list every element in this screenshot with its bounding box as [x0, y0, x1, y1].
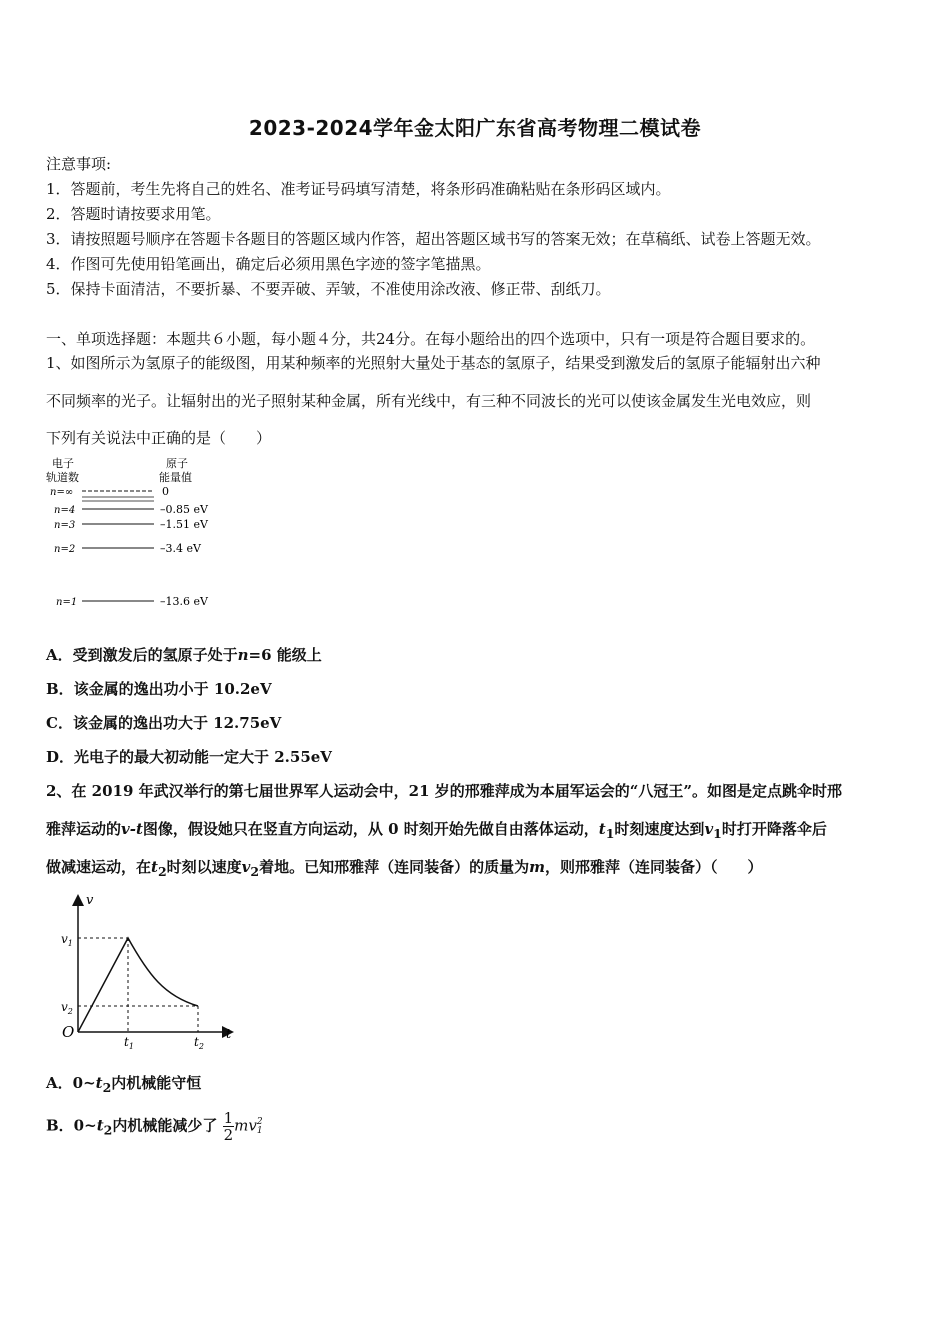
q1-option-c: C．该金属的逸出功大于 12.75eV — [46, 714, 282, 732]
q2-option-a: A．$0\sim t_2$内机械能守恒 — [46, 1074, 202, 1095]
notice-item-3: 3．请按照题号顺序在答题卡各题目的答题区域内作答，超出答题区域书写的答案无效；在草稿纸、试卷上答题无效。 — [46, 230, 821, 248]
q1-line-1: 1、如图所示为氢原子的能级图，用某种频率的光照射大量处于基态的氢原子，结果受到激发后的氢原子能辐射出六种 — [46, 354, 821, 372]
level-n-inf: n=∞ — [50, 487, 74, 498]
y-axis-label: v — [86, 893, 94, 908]
notice-heading: 注意事项: — [46, 155, 112, 173]
level-n-4: n=4 — [54, 505, 76, 516]
q1-option-d: D．光电子的最大初动能一定大于 2.55eV — [46, 748, 332, 766]
q2-line-2: 雅萍运动的v-t图像，假设她只在竖直方向运动，从 0 时刻开始先做自由落体运动，$t_1$时刻速度达到$v_1$时打开降落伞后 — [46, 820, 827, 841]
notice-item-4: 4．作图可先使用铅笔画出，确定后必须用黑色字迹的签字笔描黑。 — [46, 255, 491, 273]
level-e-3: –1.51 eV — [160, 518, 208, 531]
level-e-1: –13.6 eV — [160, 595, 208, 608]
q1-option-b: B．该金属的逸出功小于 10.2eV — [46, 680, 272, 698]
level-n-3: n=3 — [54, 520, 76, 531]
notice-item-5: 5．保持卡面清洁，不要折暴、不要弄破、弄皱，不准使用涂改液、修正带、刮纸刀。 — [46, 280, 611, 298]
level-e-inf: 0 — [162, 485, 169, 498]
energy-level-diagram — [44, 452, 234, 612]
page-title: 2023-2024学年金太阳广东省高考物理二模试卷 — [248, 116, 702, 140]
level-e-4: –0.85 eV — [160, 503, 208, 516]
notice-item-2: 2．答题时请按要求用笔。 — [46, 205, 221, 223]
q1-line-2: 不同频率的光子。让辐射出的光子照射某种金属，所有光线中，有三种不同波长的光可以使该金属发生光电效应，则 — [46, 392, 812, 410]
notice-item-1: 1．答题前，考生先将自己的姓名、准考证号码填写清楚，将条形码准确粘贴在条形码区域内。 — [46, 180, 671, 198]
q2-option-b: B．$0\sim t_2$内机械能减少了 $\frac{1}{2}$ mv 2 1 — [46, 1109, 263, 1144]
level-e-2: –3.4 eV — [160, 542, 201, 555]
v2-label: $v_2$ — [61, 1000, 73, 1016]
level-n-2: n=2 — [54, 544, 76, 555]
q1-line-3: 下列有关说法中正确的是（ ） — [46, 429, 272, 447]
t2-label: $t_2$ — [194, 1035, 204, 1051]
q1-option-a: A．受到激发后的氢原子处于n=6 能级上 — [46, 646, 322, 664]
x-axis-label: t — [226, 1027, 232, 1042]
level-n-1: n=1 — [56, 597, 78, 608]
section-1-heading: 一、单项选择题：本题共６小题，每小题４分，共24分。在每小题给出的四个选项中，只有一项是符合题目要求的。 — [46, 330, 816, 348]
diagram-label-energy: 能量值 — [159, 471, 192, 484]
diagram-label-orbit: 轨道数 — [46, 471, 79, 484]
diagram-label-electron: 电子 — [52, 457, 74, 470]
q2-line-1: 2、在 2019 年武汉举行的第七届世界军人运动会中，21 岁的邢雅萍成为本届军运会的“八冠王”。如图是定点跳伞时邢 — [46, 782, 842, 800]
vt-graph — [56, 892, 246, 1052]
t1-label: $t_1$ — [124, 1035, 134, 1051]
q2-line-3: 做减速运动，在$t_2$时刻以速度$v_2$着地。已知邢雅萍（连同装备）的质量为m，则邢雅萍（连同装备）（ ） — [46, 858, 763, 879]
diagram-label-atom: 原子 — [166, 457, 188, 470]
origin-label: O — [62, 1023, 75, 1041]
v1-label: $v_1$ — [61, 932, 73, 948]
velocity-curve — [78, 938, 198, 1032]
fraction-half: $\frac{1}{2}$ — [223, 1109, 234, 1144]
